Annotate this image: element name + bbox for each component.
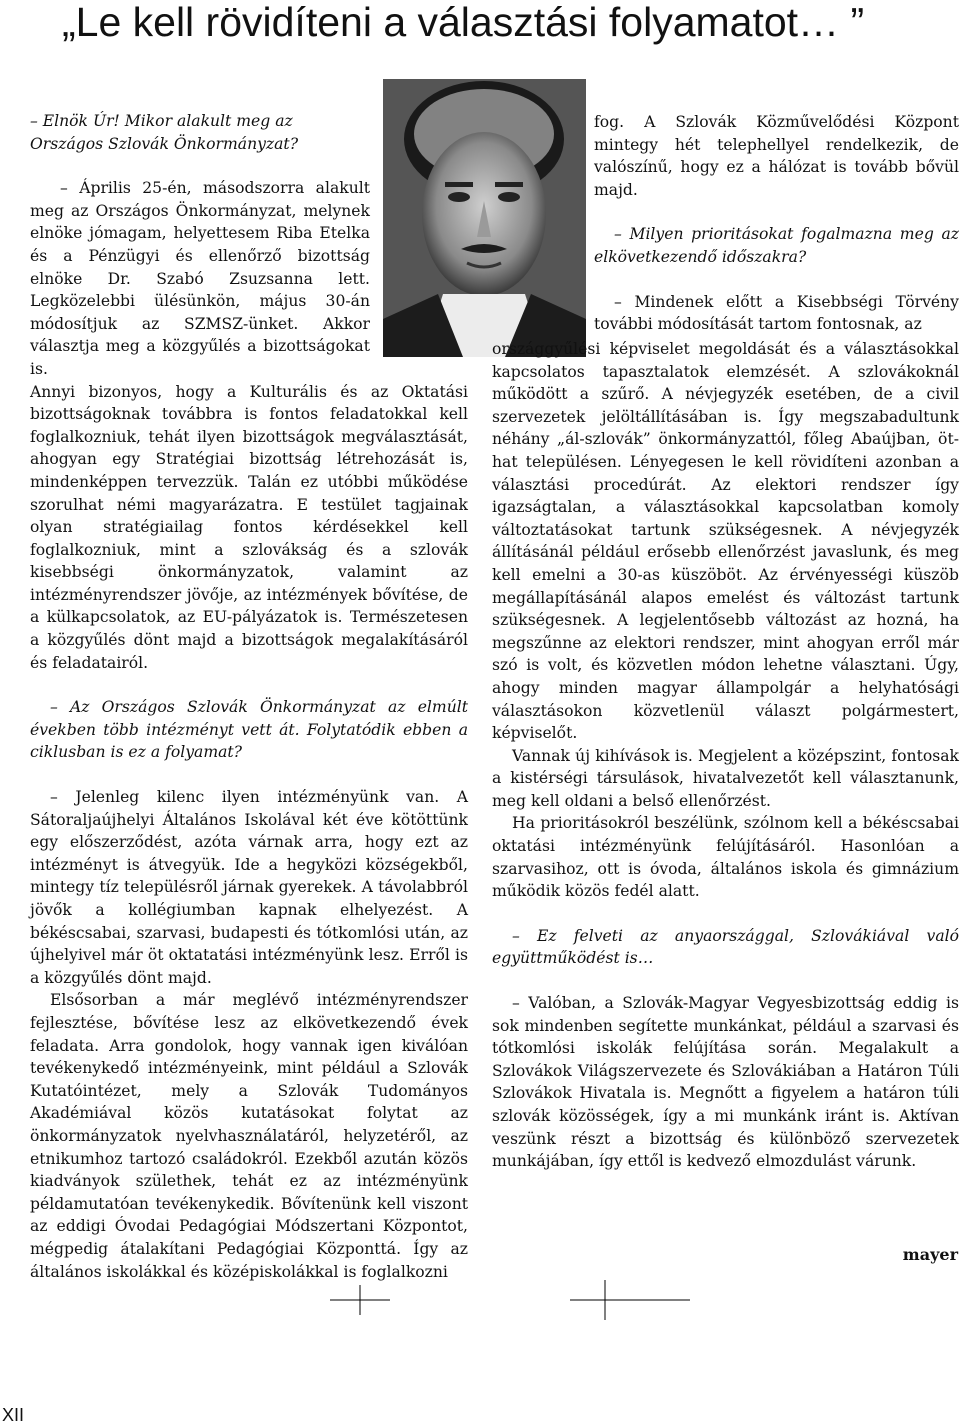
right-column-top [594,111,959,336]
answer-7: – Valóban, a Szlovák-Magyar Vegyesbizottság eddig is sok mindenben segítette munkánkat, például a szarvasi és tótkomlósi iskolák felújítása során. Megalakult a Szlovákok Világszervezete és Szlovákiában a Határon Túli Szlovákok Hivatala is. Megnőtt a figyelem a határon túli szlovák közösségek, így a mi munkánk iránt is. Aktívan veszünk részt a bizottság és különböző szervezetek munkájában, így ettől is kedvező elmozdulást várunk. [492,994,959,1171]
crop-marks [330,1280,690,1320]
answer-continued: fog. A Szlovák Közművelődési Központ mintegy hét telephellyel rendelkezik, de valószínű, hogy ez a hálózat is tovább bővül majd. [594,113,959,199]
answer-1-intro: – Április 25-én, másodszorra alakult meg az Országos Önkormányzat, melynek elnöke jómagam, helyettesem Riba Etelka és a Pénzügyi és ellenőrző bizottság elnöke Dr. Szabó Zsuzsanna lett. Legközelebbi ülésünkön, május 30-án módosítjuk az SZMSZ-ünket. Akkor választja meg a közgyűlés a bizottságokat is. [30,179,370,378]
answer-5: Vannak új kihívások is. Megjelent a középszint, fontosak a kistérségi társulások, hivatalvezetőt kell választanunk, meg kell oldani a belső ellenőrzést. [492,746,959,810]
article-title: „Le kell rövidíteni a választási folyamatot… ” [62,0,865,45]
question-4: – Ez felveti az anyaországgal, Szlovákiával való együttműködést is… [492,926,959,968]
answer-4-intro: – Mindenek előtt a Kisebbségi Törvény további módosítását tartom fontosnak, az [594,292,959,334]
question-3: – Milyen prioritásokat fogalmazna meg az elkövetkezendő időszakra? [594,225,959,266]
page-number: XII [2,1405,25,1425]
author-signature: mayer [902,1245,958,1264]
right-column-wide [492,338,959,1173]
answer-1-continued: Annyi bizonyos, hogy a Kulturális és az Oktatási bizottságoknak továbbra is fontos feladatokkal kell foglalkozniuk, tehát ilyen bizottságok megválasztását, ahogyan egy Stratégiai bizottság létrehozását is, mindenképpen tervezzük. Talán ez utóbbi működése szorulhat némi magyarázatra. E testület tagjainak olyan stratégiailag fontos kérdésekkel kell foglalkozniuk, mint a szlovákság és a szlovák kisebbségi önkormányzatok, valamint az intézményrendszer jövője, az intézmények bővítése, de a külkapcsolatok, az EU-pályázatok is. Természetesen a közgyűlés dönt majd a bizottságok megalakításáról és feladatairól. [30,382,468,672]
answer-3: Elsősorban a már meglévő intézményrendszer fejlesztése, bővítése lesz az elkövetkezendő évek feladata. Arra gondolok, hogy vannak igen kiválóan tevékenykedő intézményeink, mint például a Szlovák Kutatóintézet, mely a Szlovák Tudományos Akadémiával közös kutatásokat folytat az önkormányzatok nyelvhasználatáról, helyzetéről, az etnikumhoz tartozó családokról. Ezekből azután közös kiadványok születhek, tehát ez az intézményünk példamutatóan tevékenykedik. Bővítenünk kell viszont az eddigi Óvodai Pedagógiai Módszertani Központot, mégpedig átalakítani Pedagógiai Központtá. Így az általános iskolákkal és középiskolákkal is foglalkozni [30,991,468,1281]
answer-4-continued: országgyűlési képviselet megoldását és a választásokkal kapcsolatos tapasztalatok elemzését. A szlovákoknál működött a szűrő. A névjegyzék esetében, de a civil szervezetek jelöltállításában is. Így megszabadultunk néhány „ál-szlovák” önkormányzattól, főleg Abaújban, öt-hat településen. Lényegesen le kell rövidíteni azonban a választási procedúrát. Az elektori rendszer így igazságtalan, a választásokkal kapcsolatban komoly változtatásokat tartunk szükségesnek. A névjegyzék állításánál például erősebb ellenőrzést javaslunk, és meg kell emelni a 30-as küszöböt. Az érvényességi küszöb megállapításánál alapos emelést és változást tartunk szükségesnek. A legjelentősebb változást az hozná, ha megszűnne az elektori rendszer, mint ahogyan erről már szó is volt, és közvetlen módon lehetne választani. Úgy, ahogy minden magyar állampolgár a helyhatósági választásokon közvetlenül választ polgármestert, képviselőt. [492,340,959,743]
answer-6: Ha prioritásokról beszélünk, szólnom kell a békéscsabai oktatási intézményünk felújításáról. Hasonlóan a szarvasihoz, ott is óvoda, általános iskola és gimnázium működik közös fedél alatt. [492,814,959,901]
question-2: – Az Országos Szlovák Önkormányzat az elmúlt években több intézményt vett át. Folytatódik ebben a ciklusban is ez a folyamat? [30,698,468,762]
left-column [30,110,468,1283]
answer-2: – Jelenleg kilenc ilyen intézményünk van. A Sátoraljaújhelyi Általános Iskolával két éve kötöttünk egy előszerződést, azóta várnak arra, hogy ezt az intézményt is átvegyük. Ide a hegyközi községekből, mintegy tíz településről járnak gyerekek. A távolabbról jövők a kollégiumban kapnak elhelyezést. A békéscsabai, szarvasi, budapesti és tótkomlósi után, az újhelyivel már öt oktatatási intézményünk lesz. Erről is a közgyűlés dönt majd. [30,788,468,987]
question-1: – Elnök Úr! Mikor alakult meg az Országos Szlovák Önkormányzat? [30,112,299,153]
